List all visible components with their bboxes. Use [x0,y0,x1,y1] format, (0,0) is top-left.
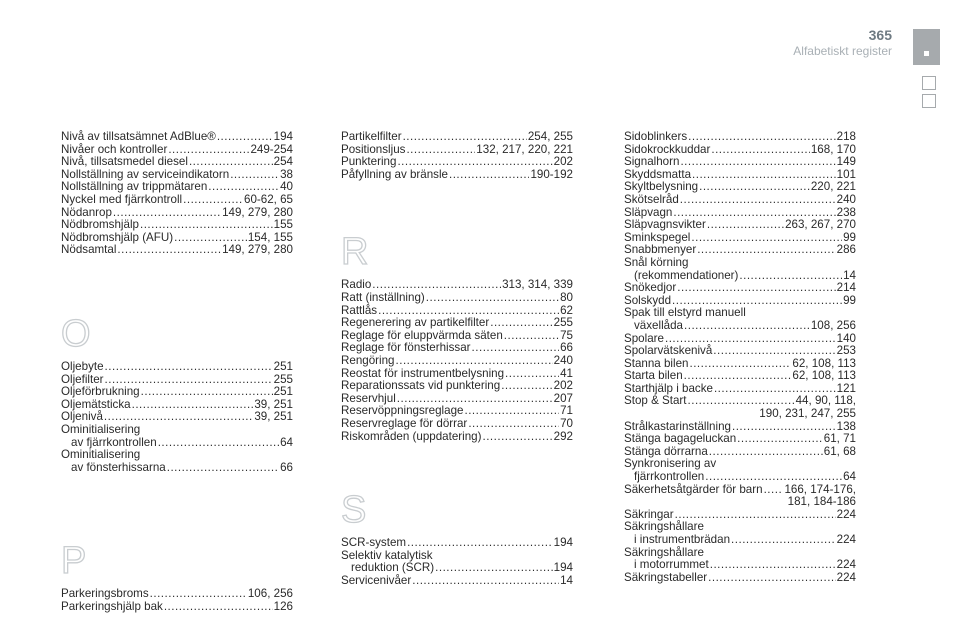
entry-name: Positionsljus [341,142,406,156]
entry-name: Nivå av tillsatsämnet AdBlue® [61,130,216,143]
entry-name: Släpvagn [624,205,673,219]
index-group [341,233,573,443]
index-entry [624,194,856,207]
entry-name: Nollställning av trippmätaren [61,180,208,194]
entry-pages: 202 [553,379,573,393]
page-tab-marker [913,29,940,65]
entry-pages: 39, 251 [254,397,293,411]
entry-pages: 64 [280,435,293,449]
entry-pages: 249-254 [250,142,293,156]
entry-name: Säkerhetsåtgärder för barn [624,482,763,496]
entry-name: Oljemätsticka [61,397,131,411]
entry-name: Parkeringshjälp bak [61,599,163,613]
entry-pages: 220, 221 [810,180,856,194]
entry-name: Stänga dörrarna [624,444,708,458]
entry-pages: 66 [280,460,293,474]
entry-name: Punktering [341,155,397,169]
page-number: 365 [868,27,892,43]
entry-name: Stanna bilen [624,356,689,370]
entry-name: Spolarvätskenivå [624,344,713,358]
entry-name: Selektiv katalytisk [341,548,433,562]
entry-pages: 253 [836,344,856,358]
index-entry [341,131,573,144]
section-letter: O [61,312,91,355]
index-entry [624,345,856,358]
entry-pages: 224 [836,507,856,521]
index-entry [624,433,856,446]
entry-pages: 240 [553,353,573,367]
entry-name: Snål körning [624,255,689,269]
index-column-1 [61,131,293,613]
entry-pages: 166, 174-176, [784,482,856,496]
entry-name: Oljebyte [61,359,104,373]
entry-pages: 71 [560,404,573,418]
entry-pages: 224 [836,533,856,546]
index-entry [341,156,573,169]
entry-name: Reparationssats vid punktering [341,379,501,393]
index-entry [341,562,573,575]
entry-pages: 251 [273,385,293,399]
entry-name: Säkringstabeller [624,570,708,584]
entry-pages: 101 [836,167,856,181]
entry-pages: 140 [836,331,856,345]
entry-pages: 207 [553,391,573,405]
index-entry [341,292,573,305]
entry-subname: i motorrummet [634,558,709,572]
index-entry [341,317,573,330]
index-entry [624,572,856,585]
entry-pages: 66 [560,341,573,355]
entry-pages: 70 [560,416,573,430]
entry-name: Synkronisering av [624,457,717,471]
entry-subname: fjärrkontrollen [634,470,705,484]
entry-name: Ominitialisering [61,422,141,436]
entry-pages: 263, 267, 270 [785,218,856,232]
entry-pages: 14 [843,268,856,282]
entry-name: Starthjälp i backe [624,381,713,395]
entry-pages: 14 [560,573,573,587]
entry-pages: 194 [553,536,573,550]
entry-pages: 39, 251 [254,410,293,424]
entry-pages: 255 [553,316,573,330]
entry-pages: 132, 217, 220, 221 [476,142,573,156]
index-entry [61,156,293,169]
entry-name: Spak till elstyrd manuell [624,306,746,320]
index-entry [624,471,856,484]
entry-name: Nödanrop [61,205,112,219]
index-entry [61,601,293,614]
entry-pages-continued: 181, 184-186 [787,495,856,509]
entry-pages: 240 [836,192,856,206]
entry-pages: 40 [280,180,293,194]
entry-name: Släpvagnsvikter [624,218,706,232]
entry-pages: 190-192 [530,167,573,181]
entry-name: Reservhjul [341,391,396,405]
entry-pages: 238 [836,205,856,219]
entry-name: Reostat för instrumentbelysning [341,366,505,380]
entry-pages-continued: 190, 231, 247, 255 [759,407,856,421]
entry-name: Reglage för eluppvärmda säten [341,328,503,342]
entry-pages: 38 [280,167,293,181]
entry-subname: av fjärrkontrollen [71,435,157,449]
entry-pages: 224 [836,570,856,584]
entry-pages: 286 [836,243,856,257]
entry-pages: 62 [560,303,573,317]
entry-name: Starta bilen [624,369,683,383]
index-entry [341,169,573,182]
index-entry [341,575,573,588]
index-entry [624,282,856,295]
index-entry [624,370,856,383]
tab-box-icon [922,76,936,90]
index-group [624,131,856,584]
entry-pages: 154, 155 [247,230,293,244]
entry-name: Stop & Start [624,394,687,408]
index-group [61,312,293,474]
entry-pages: 44, 90, 118, [795,394,856,408]
entry-name: Solskydd [624,293,672,307]
entry-name: Stänga bagageluckan [624,432,737,446]
entry-name: Nödbromshjälp [61,218,139,232]
entry-name: Skyddsmatta [624,167,692,181]
entry-pages: 149 [836,155,856,169]
entry-name: Reglage för fönsterhissar [341,341,471,355]
entry-pages: 60-62, 65 [244,192,293,206]
index-entry [61,386,293,399]
entry-pages: 155 [273,218,293,232]
index-entry [341,380,573,393]
entry-name: Ominitialisering [61,448,141,462]
entry-pages: 202 [553,155,573,169]
entry-name: Sidoblinkers [624,130,688,143]
index-entry [61,588,293,601]
entry-name: Radio [341,278,372,292]
entry-pages: 108, 256 [810,318,856,332]
entry-pages: 214 [836,281,856,295]
entry-name: Nollställning av serviceindikatorn [61,167,230,181]
entry-pages: 292 [553,429,573,443]
entry-pages: 64 [843,470,856,484]
index-group [61,131,293,257]
index-entry [61,462,293,475]
index-entry [341,431,573,444]
tab-box-icon [922,94,936,108]
entry-pages: 254 [273,155,293,169]
index-group [61,542,293,613]
entry-name: Snabbmenyer [624,243,697,257]
entry-name: Oljeförbrukning [61,385,140,399]
entry-name: Skyltbelysning [624,180,699,194]
entry-pages: 224 [836,558,856,572]
entry-subname: av fönsterhissarna [71,460,166,474]
entry-subname: reduktion (SCR) [351,561,435,575]
entry-name: Rattlås [341,303,378,317]
entry-pages: 149, 279, 280 [222,243,293,257]
entry-pages: 61, 71 [823,432,856,446]
entry-name: Påfyllning av bränsle [341,167,448,181]
entry-name: Rengöring [341,353,395,367]
entry-pages: 255 [273,372,293,386]
index-entry [624,320,856,333]
index-group [341,491,573,587]
index-entry [624,156,856,169]
entry-pages: 251 [273,359,293,373]
entry-name: Parkeringsbroms [61,587,149,601]
entry-pages: 194 [553,561,573,575]
index-entry [61,244,293,257]
entry-pages: 61, 68 [823,444,856,458]
entry-name: Oljenivå [61,410,103,424]
index-column-3 [624,131,856,584]
entry-name: Nödsamtal [61,243,117,257]
entry-pages: 75 [560,328,573,342]
entry-pages: 126 [273,599,293,613]
entry-pages: 62, 108, 113 [792,369,856,383]
entry-name: Riskområden (uppdatering) [341,429,482,443]
entry-pages: 138 [836,419,856,433]
entry-pages: 80 [560,290,573,304]
entry-name: Partikelfilter [341,130,402,143]
entry-name: Spolare [624,331,664,345]
index-entry [341,537,573,550]
index-entry [624,534,856,547]
entry-pages: 99 [843,230,856,244]
entry-name: Sminkspegel [624,230,691,244]
index-group [341,131,573,181]
entry-name: Servicenivåer [341,573,412,587]
entry-pages: 99 [843,293,856,307]
entry-name: Ratt (inställning) [341,290,425,304]
index-entry [61,194,293,207]
entry-pages: 41 [560,366,573,380]
entry-name: SCR-system [341,536,407,550]
index-entry [624,219,856,232]
entry-name: Sidokrockkuddar [624,142,711,156]
section-letter: P [61,540,87,583]
entry-name: Nödbromshjälp (AFU) [61,230,174,244]
entry-name: Oljefilter [61,372,104,386]
entry-name: Signalhorn [624,155,680,169]
section-title: Alfabetiskt register [793,44,892,58]
entry-pages: 313, 314, 339 [502,278,573,292]
section-letter: S [341,489,367,532]
entry-name: Nivå, tillsatsmedel diesel [61,155,188,169]
entry-pages: 62, 108, 113 [792,356,856,370]
index-entry [61,219,293,232]
entry-subname: växellåda [634,318,683,332]
entry-pages: 254, 255 [527,130,573,143]
entry-name: Säkringshållare [624,520,704,534]
entry-pages: 149, 279, 280 [222,205,293,219]
index-entry [61,361,293,374]
entry-pages: 194 [273,130,293,143]
entry-name: Säkringar [624,507,674,521]
index-entry [624,559,856,572]
entry-subname: i instrumentbrädan [634,533,731,546]
entry-name: Reservöppningsreglage [341,404,464,418]
entry-name: Reservreglage för dörrar [341,416,468,430]
entry-pages: 218 [836,130,856,143]
index-entry [341,355,573,368]
entry-name: Säkringshållare [624,545,704,559]
entry-pages: 106, 256 [247,587,293,601]
entry-name: Regenerering av partikelfilter [341,316,490,330]
entry-pages: 121 [836,381,856,395]
index-column-2 [341,131,573,587]
entry-name: Nyckel med fjärrkontroll [61,192,183,206]
index-entry [341,418,573,431]
index-entry [624,131,856,144]
entry-pages: 168, 170 [810,142,856,156]
entry-subname: (rekommendationer) [634,268,739,282]
entry-name: Nivåer och kontroller [61,142,168,156]
index-entry [61,131,293,144]
entry-name: Skötselråd [624,192,679,206]
section-letter: R [341,231,369,274]
entry-name: Strålkastarinställning [624,419,731,433]
entry-name: Snökedjor [624,281,677,295]
